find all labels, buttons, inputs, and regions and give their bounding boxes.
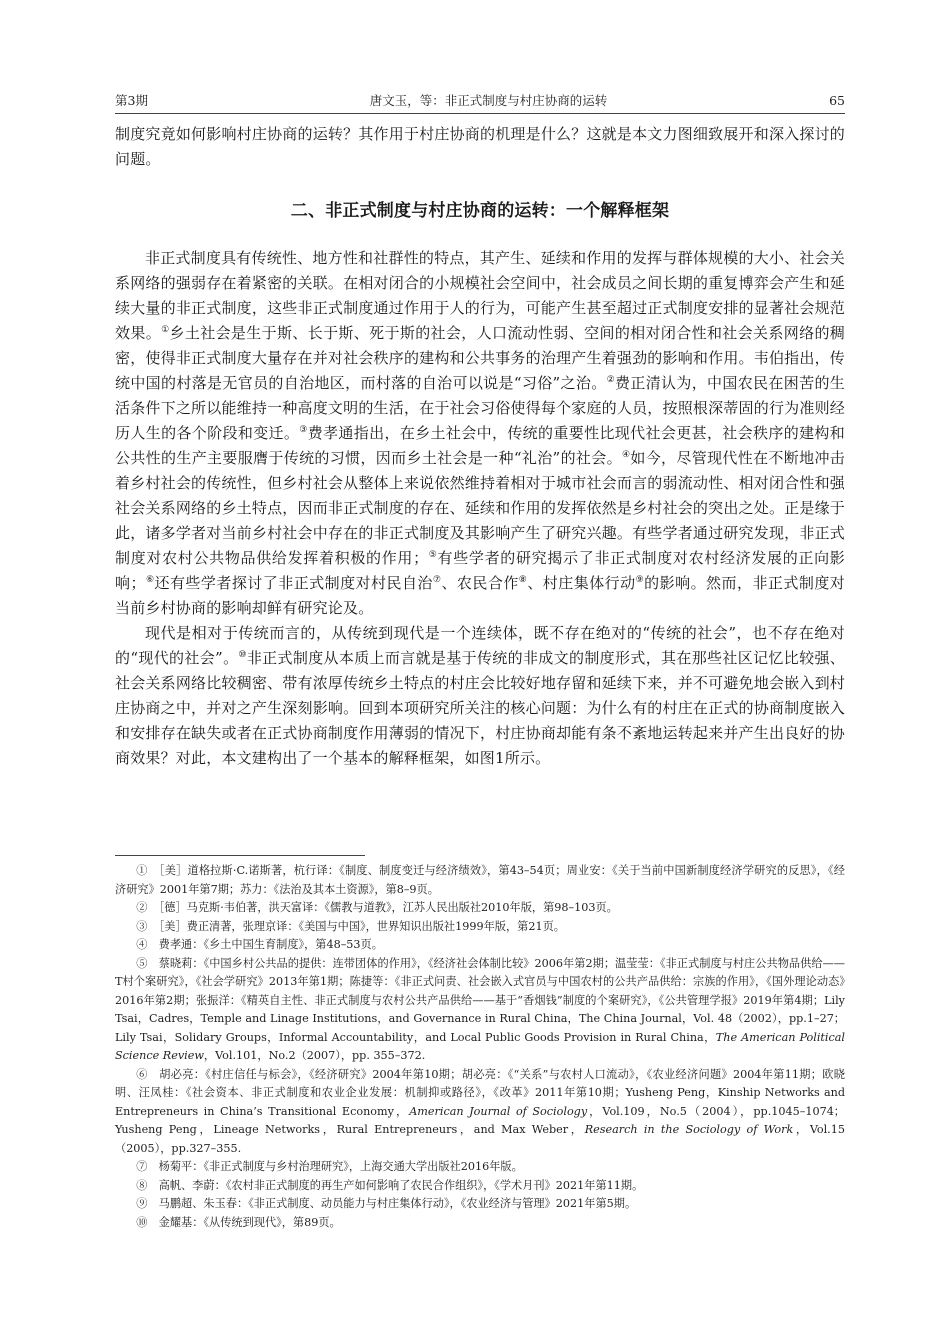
footnote-5: ⑤ 蔡晓莉：《中国乡村公共品的提供：连带团体的作用》，《经济社会体制比较》2006年第2期；温莹莹：《非正式制度与村庄公共物品供给——T村个案研究》，《社会学研究》2013年第1期；陈捷等：《非正式问责、社会嵌入式官员与中国农村的公共产品供给：宗族的作用》，《国外理论动态》2016年第2期；张振洋：《精英自主性、非正式制度与农村公共产品供给——基于“香烟钱”制度的个案研究》，《公共管理学报》2019年第4期；Lily Tsai，Cadres，Temple and Linage Institutions，and Governance in Rural China，The China Journal，Vol. 48（2002），pp.1–27；Lily Tsai，Solidary Groups，Informal Accountability，and Local Public Goods Provision in Rural China，The American Political Science Review，Vol.101，No.2（2007），pp. 355–372. xyxy=(115,956,846,1062)
paragraph-2: 现代是相对于传统而言的，从传统到现代是一个连续体，既不存在绝对的“传统的社会”，也不存在绝对的“现代的社会”。⑩非正式制度从本质上而言就是基于传统的非成文的制度形式，其在那些社区记忆比较强、社会关系网络比较稠密、带有浓厚传统乡土特点的村庄会比较好地存留和延续下来，并不可避免地会嵌入到村庄协商之中，并对之产生深刻影响。回到本项研究所关注的核心问题：为什么有的村庄在正式的协商制度嵌入和安排存在缺失或者在正式协商制度作用薄弱的情况下，村庄协商却能有条不紊地运转起来并产生出良好的协商效果？对此，本文建构出了一个基本的解释框架，如图1所示。 xyxy=(115,624,845,767)
footnotes xyxy=(115,862,845,1232)
paragraph-1: 非正式制度具有传统性、地方性和社群性的特点，其产生、延续和作用的发挥与群体规模的大小、社会关系网络的强弱存在着紧密的关联。在相对闭合的小规模社会空间中，社会成员之间长期的重复博弈会产生和延续大量的非正式制度，这些非正式制度通过作用于人的行为，可能产生甚至超过正式制度安排的显著社会规范效果。①乡土社会是生于斯、长于斯、死于斯的社会，人口流动性弱、空间的相对闭合性和社会关系网络的稠密，使得非正式制度大量存在并对社会秩序的建构和公共事务的治理产生着强劲的影响和作用。韦伯指出，传统中国的村落是无官员的自治地区，而村落的自治可以说是“习俗”之治。②费正清认为，中国农民在困苦的生活条件下之所以能维持一种高度文明的生活，在于社会习俗使得每个家庭的人员，按照根深蒂固的行为准则经历人生的各个阶段和变迁。③费孝通指出，在乡土社会中，传统的重要性比现代社会更甚，社会秩序的建构和公共性的生产主要服膺于传统的习惯，因而乡土社会是一种“礼治”的社会。④如今，尽管现代性在不断地冲击着乡村社会的传统性，但乡村社会从整体上来说依然维持着相对于城市社会而言的弱流动性、相对闭合性和强社会关系网络的乡土特点，因而非正式制度的存在、延续和作用的发挥依然是乡村社会的突出之处。正是缘于此，诸多学者对当前乡村社会中存在的非正式制度及其影响产生了研究兴趣。有些学者通过研究发现，非正式制度对农村公共物品供给发挥着积极的作用；⑤有些学者的研究揭示了非正式制度对农村经济发展的正向影响；⑥还有些学者探讨了非正式制度对村民自治⑦、农民合作⑧、村庄集体行动⑨的影响。然而，非正式制度对当前乡村协商的影响却鲜有研究论及。 xyxy=(115,249,845,617)
running-title: 唐文玉，等：非正式制度与村庄协商的运转 xyxy=(369,93,608,108)
footnote-ref[interactable]: ⑤ xyxy=(428,550,438,560)
footnote-ref[interactable]: ⑧ xyxy=(518,575,528,585)
footnote-3: ③ ［美］费正清著，张理京译：《美国与中国》，世界知识出版社1999年版，第21页。 xyxy=(136,919,565,933)
header-rule xyxy=(115,113,845,114)
footnote-2: ② ［德］马克斯·韦伯著，洪天富译：《儒教与道教》，江苏人民出版社2010年版，第98–103页。 xyxy=(136,901,618,914)
footnote-10: ⑩ 金耀基：《从传统到现代》，第89页。 xyxy=(136,1215,341,1229)
issue-number: 第3期 xyxy=(115,93,148,108)
footnote-ref[interactable]: ① xyxy=(161,325,170,335)
footnote-ref[interactable]: ⑥ xyxy=(145,575,155,585)
main-text xyxy=(115,122,845,771)
footnote-ref[interactable]: ⑩ xyxy=(238,650,247,660)
footnote-6: ⑥ 胡必亮：《村庄信任与标会》，《经济研究》2004年第10期；胡必亮：《“关系”与农村人口流动》，《农业经济问题》2004年第11期；欧晓明、汪凤桂：《社会资本、非正式制度和农业企业发展：机制抑或路径》，《改革》2011年第10期；Yusheng Peng，Kinship Networks and Entrepreneurs in China’s Transitional Economy，American Journal of Sociology，Vol.109，No.5（2004），pp.1045–1074；Yusheng Peng，Lineage Networks，Rural Entrepreneurs，and Max Weber，Research in the Sociology of Work，Vol.15（2005），pp.327–355. xyxy=(115,1067,845,1155)
running-header xyxy=(115,88,845,112)
footnote-8: ⑧ 高帆、李蔚：《农村非正式制度的再生产如何影响了农民合作组织》，《学术月刊》2021年第11期。 xyxy=(136,1178,644,1192)
footnote-ref[interactable]: ④ xyxy=(621,450,631,460)
footnote-1: ① ［美］道格拉斯·C.诺斯著，杭行译：《制度、制度变迁与经济绩效》，第43–54页；周业安：《关于当前中国新制度经济学研究的反思》，《经济研究》2001年第7期；苏力：《法治及其本土资源》，第8–9页。 xyxy=(115,864,845,896)
section-heading: 二、非正式制度与村庄协商的运转：一个解释框架 xyxy=(290,201,670,221)
page-number: 65 xyxy=(829,92,845,108)
footnote-7: ⑦ 杨菊平：《非正式制度与乡村治理研究》，上海交通大学出版社2016年版。 xyxy=(136,1160,523,1173)
footnote-ref[interactable]: ③ xyxy=(299,425,308,435)
footnote-rule xyxy=(115,855,365,856)
footnote-ref[interactable]: ⑦ xyxy=(432,575,442,585)
carryover-paragraph: 制度究竟如何影响村庄协商的运转？其作用于村庄协商的机理是什么？这就是本文力图细致展开和深入探讨的问题。 xyxy=(115,125,845,168)
footnote-9: ⑨ 马鹏超、朱玉春：《非正式制度、动员能力与村庄集体行动》，《农业经济与管理》2021年第5期。 xyxy=(136,1197,637,1210)
footnote-ref[interactable]: ⑨ xyxy=(635,575,645,585)
footnote-4: ④ 费孝通：《乡土中国生育制度》，第48–53页。 xyxy=(136,938,383,951)
footnote-ref[interactable]: ② xyxy=(606,375,616,385)
